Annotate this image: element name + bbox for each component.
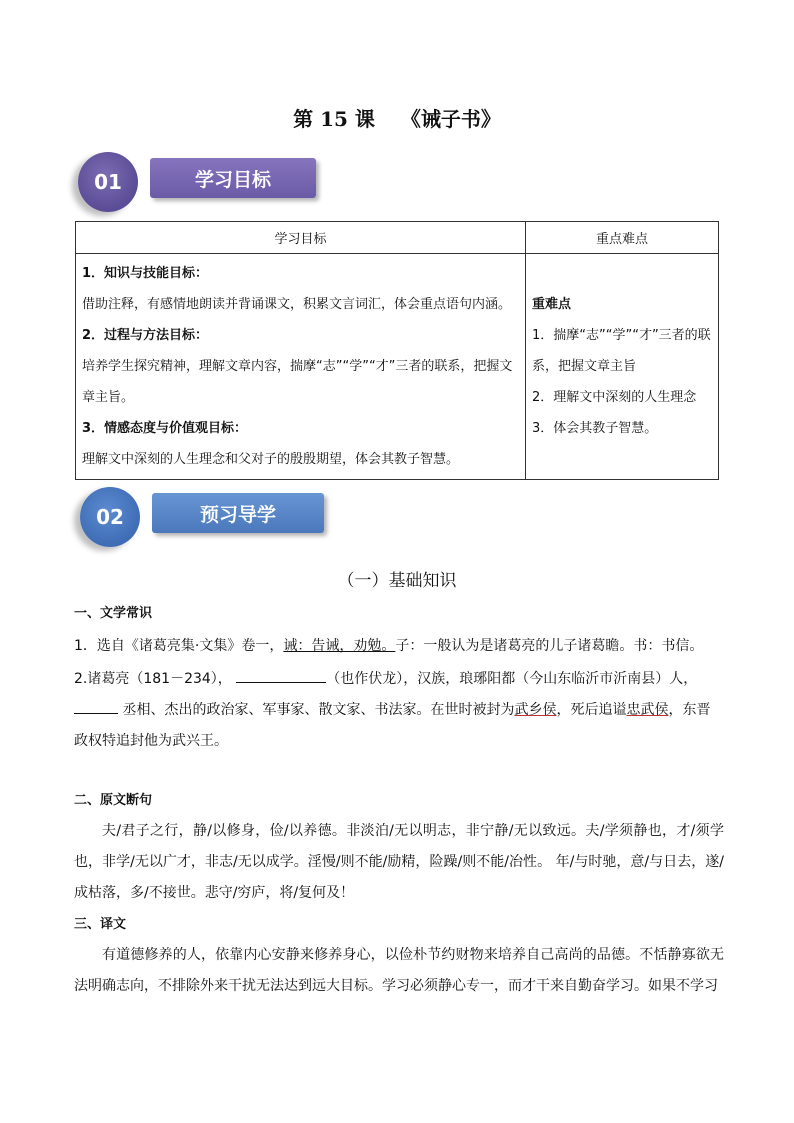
goals-table — [75, 221, 719, 480]
fill-blank[interactable] — [74, 697, 118, 714]
section-label: 预习导学 — [152, 493, 324, 533]
section-number-circle: 01 — [78, 152, 138, 212]
original-text: 夫/君子之行，静/以修身，俭/以养德。非淡泊/无以明志，非宁静/无以致远。夫/学须静也，才/须学也，非学/无以广才，非志/无以成学。淫慢/则不能/励精，险躁/则不能/冶性。 年/与时驰，意/与日去，遂/成枯落，多/不接世。悲守/穷庐，将/复何及！ — [74, 823, 724, 901]
page-title — [0, 103, 794, 132]
lesson-number: 第 15 课 — [293, 107, 375, 131]
subsection-title: （一）基础知识 — [337, 571, 457, 591]
part-heading: 二、原文断句 — [74, 793, 153, 808]
text: 2.诸葛亮（181－234）， — [74, 671, 232, 687]
key-point-3: 3．体会其教子智慧。 — [532, 421, 658, 436]
underlined-term: 武乡侯 — [514, 702, 557, 718]
underlined-note: 诫：告诫，劝勉。 — [283, 638, 396, 654]
paragraph-1 — [74, 631, 724, 662]
goal-text-2: 培养学生探究精神，理解文章内容，揣摩“志”“学”“才”三者的联系，把握文章主旨。 — [82, 359, 513, 405]
original-text-section — [74, 785, 724, 909]
translation-text: 有道德修养的人，依靠内心安静来修养身心，以俭朴节约财物来培养自己高尚的品德。不恬静寡欲无法明确志向，不排除外来干扰无法达到远大目标。学习必须静心专一，而才干来自勤奋学习。如果不学习 — [74, 947, 724, 994]
text: ，死后追谥 — [556, 702, 627, 718]
part-heading: 三、译文 — [74, 917, 127, 932]
underlined-term: 忠武侯 — [626, 702, 669, 718]
key-point-2: 2．理解文中深刻的人生理念 — [532, 390, 697, 405]
goals-cell — [76, 254, 526, 480]
literary-knowledge — [74, 598, 724, 757]
text: ，东晋政权特追封他为武兴王。 — [74, 702, 711, 749]
text: 子：一般认为是诸葛亮的儿子诸葛瞻。书：书信。 — [395, 638, 704, 654]
section-number-circle: 02 — [80, 487, 140, 547]
key-point-1: 1．揣摩“志”“学”“才”三者的联系，把握文章主旨 — [532, 328, 711, 374]
lesson-name: 《诫子书》 — [400, 107, 501, 131]
section-label: 学习目标 — [150, 158, 316, 198]
paragraph-2 — [74, 664, 724, 757]
goal-heading-1: 1．知识与技能目标： — [82, 266, 209, 281]
text: 1．选自《诸葛亮集·文集》卷一， — [74, 638, 284, 654]
goal-heading-2: 2．过程与方法目标： — [82, 328, 209, 343]
fill-blank[interactable] — [236, 666, 326, 683]
table-header-goals: 学习目标 — [76, 222, 526, 254]
translation-section — [74, 909, 724, 1002]
key-points-heading: 重难点 — [532, 297, 572, 312]
goal-text-3: 理解文中深刻的人生理念和父对子的殷殷期望，体会其教子智慧。 — [82, 452, 460, 467]
goal-heading-3: 3．情感态度与价值观目标： — [82, 421, 248, 436]
text: （也作伏龙），汉族，琅琊阳都（今山东临沂市沂南县）人， — [326, 671, 698, 687]
text: 丞相、杰出的政治家、军事家、散文家、书法家。在世时被封为 — [122, 702, 515, 718]
key-points-cell — [526, 254, 719, 480]
part-heading: 一、文学常识 — [74, 606, 153, 621]
goal-text-1: 借助注释，有感情地朗读并背诵课文，积累文言词汇，体会重点语句内涵。 — [82, 297, 512, 312]
table-header-key-points: 重点难点 — [526, 222, 719, 254]
